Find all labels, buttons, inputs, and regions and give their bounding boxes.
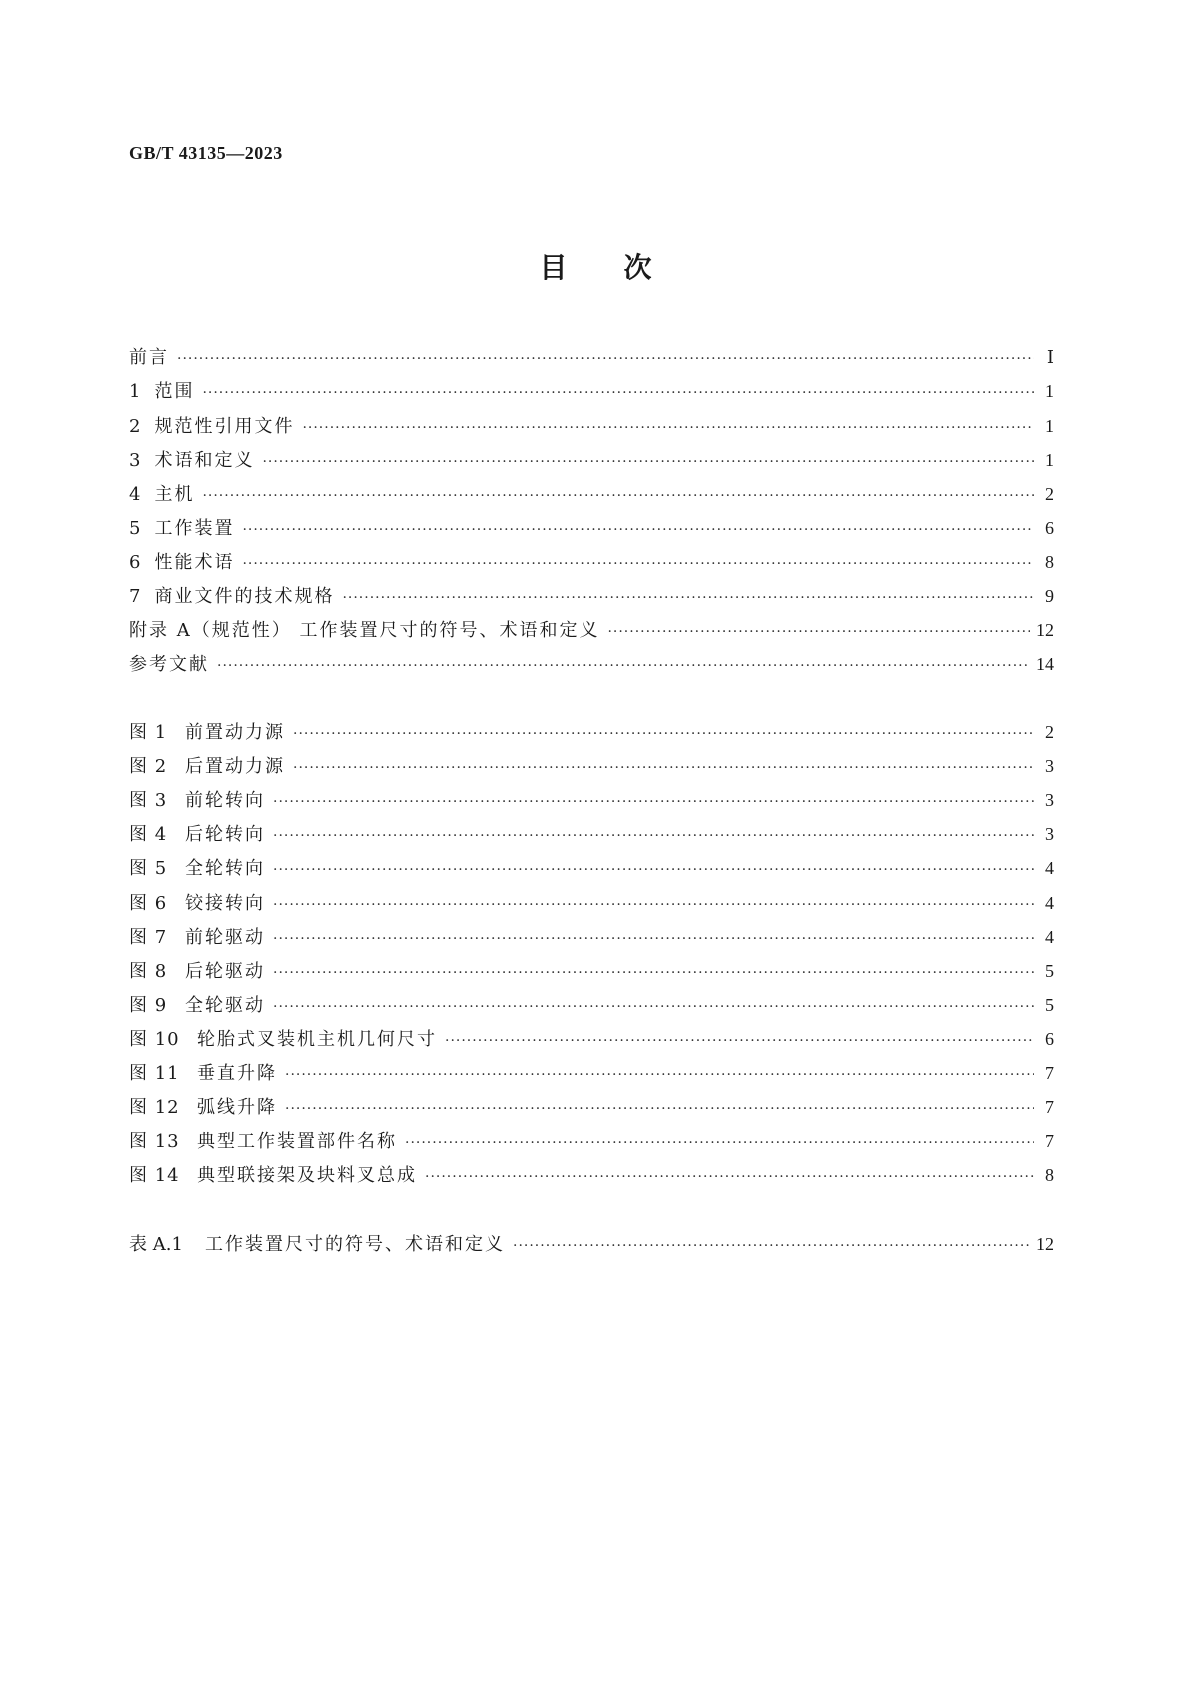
figure-number: 图 10	[129, 1029, 180, 1050]
toc-entry-scope[interactable]	[129, 378, 1054, 404]
figure-label: 后轮驱动	[185, 961, 265, 982]
toc-entry-equipment[interactable]	[129, 515, 1054, 541]
figure-label: 轮胎式叉装机主机几何尺寸	[197, 1029, 437, 1050]
figure-label: 垂直升降	[197, 1063, 277, 1084]
toc-label: 范围	[154, 381, 195, 402]
figure-number: 图 5	[129, 858, 168, 879]
document-code: GB/T 43135—2023	[129, 143, 283, 163]
figure-label: 后置动力源	[185, 756, 285, 777]
toc-entry-annex-a[interactable]	[129, 617, 1054, 643]
leader-dots	[273, 789, 1034, 815]
figure-label: 全轮驱动	[185, 995, 265, 1016]
toc-entry-terms[interactable]	[129, 447, 1054, 473]
figure-page: 7	[1045, 1063, 1054, 1083]
figure-entry-9[interactable]	[129, 992, 1054, 1018]
figure-number: 图 6	[129, 893, 168, 914]
table-page: 12	[1036, 1234, 1054, 1254]
figure-page: 7	[1045, 1097, 1054, 1117]
leader-dots	[262, 449, 1034, 475]
toc-page: 1	[1045, 450, 1054, 470]
figure-page: 3	[1045, 756, 1054, 776]
figure-page: 4	[1045, 927, 1054, 947]
figure-number: 图 11	[129, 1063, 180, 1084]
figure-label: 铰接转向	[185, 893, 265, 914]
leader-dots	[177, 346, 1034, 372]
figure-label: 典型工作装置部件名称	[197, 1131, 397, 1152]
figure-entry-2[interactable]	[129, 753, 1054, 779]
figure-number: 图 4	[129, 824, 168, 845]
table-entry-a1[interactable]	[129, 1231, 1054, 1257]
figure-label: 前置动力源	[185, 722, 285, 743]
figure-entry-5[interactable]	[129, 855, 1054, 881]
toc-page: 1	[1045, 381, 1054, 401]
leader-dots	[273, 994, 1034, 1020]
toc-entry-foreword[interactable]	[129, 344, 1054, 370]
toc-page: 6	[1045, 518, 1054, 538]
figure-page: 5	[1045, 961, 1054, 981]
figure-number: 图 13	[129, 1131, 180, 1152]
toc-number: 1	[129, 381, 141, 402]
leader-dots	[217, 653, 1030, 679]
toc-entry-normative-references[interactable]	[129, 413, 1054, 439]
leader-dots	[242, 517, 1034, 543]
figure-entry-8[interactable]	[129, 958, 1054, 984]
toc-number: 3	[129, 450, 141, 471]
leader-dots	[273, 823, 1034, 849]
toc-label: 主机	[154, 484, 195, 505]
toc-number: 7	[129, 586, 141, 607]
leader-dots	[273, 857, 1034, 883]
figure-label: 全轮转向	[185, 858, 265, 879]
figure-page: 6	[1045, 1029, 1054, 1049]
figure-page: 5	[1045, 995, 1054, 1015]
figure-number: 图 8	[129, 961, 168, 982]
toc-number: 5	[129, 518, 141, 539]
figure-entry-12[interactable]	[129, 1094, 1054, 1120]
figure-label: 前轮驱动	[185, 927, 265, 948]
leader-dots	[273, 926, 1034, 952]
figure-label: 后轮转向	[185, 824, 265, 845]
leader-dots	[405, 1130, 1034, 1156]
figure-page: 8	[1045, 1165, 1054, 1185]
toc-label: 商业文件的技术规格	[154, 586, 335, 607]
toc-page: 14	[1036, 654, 1054, 674]
leader-dots	[293, 755, 1034, 781]
title-char-1: 目	[539, 251, 568, 284]
toc-label: 性能术语	[154, 552, 235, 573]
leader-dots	[425, 1164, 1034, 1190]
toc-page: 1	[1045, 416, 1054, 436]
leader-dots	[273, 892, 1034, 918]
toc-label: 工作装置	[154, 518, 235, 539]
leader-dots	[273, 960, 1034, 986]
figure-number: 图 14	[129, 1165, 180, 1186]
toc-label: 参考文献	[129, 654, 209, 675]
toc-entry-commercial[interactable]	[129, 583, 1054, 609]
toc-label: 规范性引用文件	[154, 416, 295, 437]
leader-dots	[202, 483, 1034, 509]
figure-page: 4	[1045, 858, 1054, 878]
toc-label: 附录 A（规范性） 工作装置尺寸的符号、术语和定义	[129, 620, 600, 641]
page-title	[0, 246, 1191, 286]
figure-label: 典型联接架及块料叉总成	[197, 1165, 417, 1186]
figure-number: 图 3	[129, 790, 168, 811]
figure-entry-4[interactable]	[129, 821, 1054, 847]
figure-number: 图 1	[129, 722, 168, 743]
leader-dots	[242, 551, 1034, 577]
figure-label: 弧线升降	[197, 1097, 277, 1118]
leader-dots	[342, 585, 1034, 611]
figure-page: 7	[1045, 1131, 1054, 1151]
figure-page: 4	[1045, 893, 1054, 913]
toc-number: 6	[129, 552, 141, 573]
leader-dots	[285, 1062, 1034, 1088]
table-number: 表 A.1	[129, 1234, 183, 1255]
toc-label: 术语和定义	[154, 450, 255, 471]
toc-page: 8	[1045, 552, 1054, 572]
toc-number: 4	[129, 484, 141, 505]
leader-dots	[285, 1096, 1034, 1122]
figure-page: 3	[1045, 824, 1054, 844]
toc-entry-performance[interactable]	[129, 549, 1054, 575]
figure-entry-6[interactable]	[129, 890, 1054, 916]
leader-dots	[607, 619, 1030, 645]
toc-page: Ⅰ	[1046, 347, 1054, 367]
toc-entry-base-machine[interactable]	[129, 481, 1054, 507]
figure-page: 3	[1045, 790, 1054, 810]
figure-number: 图 9	[129, 995, 168, 1016]
figure-entry-7[interactable]	[129, 924, 1054, 950]
toc-page: 12	[1036, 620, 1054, 640]
toc-page: 2	[1045, 484, 1054, 504]
figure-number: 图 2	[129, 756, 168, 777]
leader-dots	[445, 1028, 1034, 1054]
figure-page: 2	[1045, 722, 1054, 742]
figure-entry-10[interactable]	[129, 1026, 1054, 1052]
figure-entry-14[interactable]	[129, 1162, 1054, 1188]
leader-dots	[513, 1233, 1030, 1259]
leader-dots	[302, 415, 1034, 441]
figure-number: 图 7	[129, 927, 168, 948]
figure-entry-13[interactable]	[129, 1128, 1054, 1154]
table-label: 工作装置尺寸的符号、术语和定义	[205, 1234, 505, 1255]
figure-entry-11[interactable]	[129, 1060, 1054, 1086]
figure-number: 图 12	[129, 1097, 180, 1118]
leader-dots	[202, 380, 1034, 406]
figure-label: 前轮转向	[185, 790, 265, 811]
figure-entry-1[interactable]	[129, 719, 1054, 745]
toc-number: 2	[129, 416, 141, 437]
toc-page: 9	[1045, 586, 1054, 606]
leader-dots	[293, 721, 1034, 747]
figure-entry-3[interactable]	[129, 787, 1054, 813]
title-char-2: 次	[623, 251, 652, 284]
toc-entry-bibliography[interactable]	[129, 651, 1054, 677]
toc-label: 前言	[129, 347, 169, 368]
